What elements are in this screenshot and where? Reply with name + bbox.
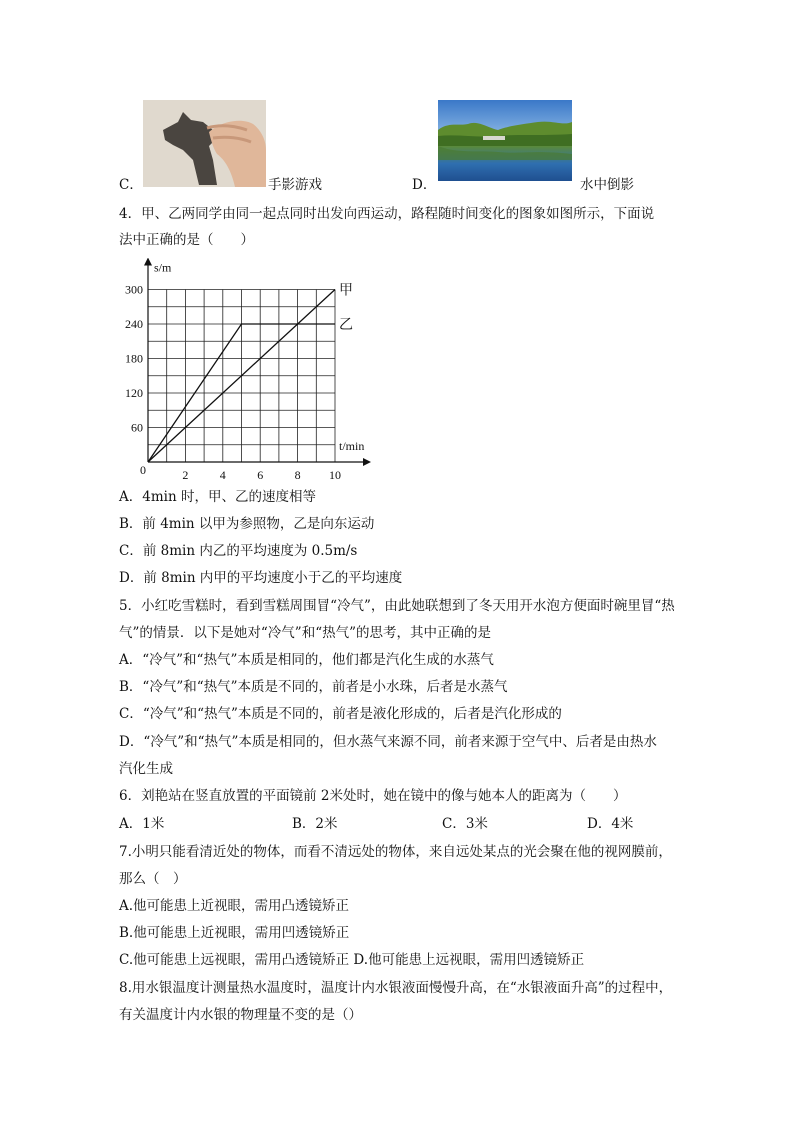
q5-option-d: D．“冷气”和“热气”本质是相同的，但水蒸气来源不同，前者来源于空气中、后者是由热水 [119, 734, 657, 750]
q5-option-d-cont: 汽化生成 [119, 761, 173, 777]
option-c-caption: 手影游戏 [268, 177, 322, 193]
q4-stem-line-1: 4．甲、乙两同学由同一起点同时出发向西运动，路程随时间变化的图象如图所示，下面说 [119, 206, 655, 222]
y-tick-label: 300 [125, 282, 143, 297]
x-tick-label: 10 [329, 468, 341, 480]
q5-option-b: B．“冷气”和“热气”本质是不同的，前者是小水珠，后者是水蒸气 [119, 679, 508, 695]
q7-option-cd: C.他可能患上远视眼，需用凸透镜矫正 D.他可能患上远视眼，需用凹透镜矫正 [119, 952, 585, 968]
q6-option-d: D．4米 [587, 816, 634, 832]
x-tick-label: 6 [257, 468, 264, 480]
y-tick-label: 180 [125, 351, 143, 366]
series-label-2: 乙 [339, 318, 353, 333]
q4-stem-line-2: 法中正确的是（ ） [119, 232, 254, 248]
q7-stem-line-1: 7.小明只能看清近处的物体，而看不清远处的物体，来自远处某点的光会聚在他的视网膜前， [119, 844, 672, 860]
y-tick-label: 120 [125, 386, 143, 400]
q5-stem-line-2: 气”的情景．以下是她对“冷气”和“热气”的思考，其中正确的是 [119, 625, 492, 641]
series-label-1: 甲 [339, 283, 353, 299]
q8-stem-line-1: 8.用水银温度计测量热水温度时，温度计内水银液面慢慢升高，在“水银液面升高”的过程中， [119, 980, 673, 996]
q5-option-a: A．“冷气”和“热气”本质是相同的，他们都是汽化生成的水蒸气 [119, 652, 494, 668]
water-reflection-image [438, 100, 572, 181]
option-d-label: D． [412, 177, 437, 193]
x-axis-label: t/min [339, 439, 365, 453]
origin-label: 0 [140, 463, 146, 477]
q6-option-b: B．2米 [292, 816, 338, 832]
q7-option-a: A.他可能患上近视眼，需用凸透镜矫正 [119, 898, 350, 914]
y-axis-arrow [144, 258, 152, 266]
q6-stem: 6．刘艳站在竖直放置的平面镜前 2米处时，她在镜中的像与她本人的距离为（ ） [119, 788, 627, 804]
y-tick-label: 240 [125, 317, 143, 331]
q8-stem-line-2: 有关温度计内水银的物理量不变的是（） [119, 1007, 362, 1023]
q6-option-c: C．3米 [442, 816, 488, 832]
x-tick-label: 2 [182, 468, 189, 480]
x-axis-arrow [363, 458, 371, 466]
option-c-label: C． [119, 177, 143, 193]
q4-option-d: D．前 8min 内甲的平均速度小于乙的平均速度 [119, 570, 403, 586]
distance-time-chart [119, 258, 389, 480]
q7-option-b: B.他可能患上近视眼，需用凹透镜矫正 [119, 925, 350, 941]
x-tick-label: 8 [294, 468, 301, 480]
x-tick-label: 4 [219, 468, 226, 480]
y-axis-label: s/m [154, 260, 172, 275]
q4-option-b: B．前 4min 以甲为参照物，乙是向东运动 [119, 516, 375, 532]
q6-option-a: A．1米 [119, 816, 165, 832]
q7-stem-line-2: 那么（ ） [119, 871, 187, 887]
chart-ticks [125, 261, 364, 481]
y-tick-label: 60 [131, 420, 143, 435]
option-d-caption: 水中倒影 [580, 177, 634, 193]
hand-shadow-image [143, 100, 266, 187]
q5-option-c: C．“冷气”和“热气”本质是不同的，前者是液化形成的，后者是汽化形成的 [119, 706, 562, 722]
q5-stem-line-1: 5．小红吃雪糕时，看到雪糕周围冒“冷气”，由此她联想到了冬天用开水泡方便面时碗里冒“热 [119, 598, 675, 614]
q4-option-c: C．前 8min 内乙的平均速度为 0.5m/s [119, 543, 358, 559]
q4-option-a: A．4min 时，甲、乙的速度相等 [119, 489, 316, 505]
